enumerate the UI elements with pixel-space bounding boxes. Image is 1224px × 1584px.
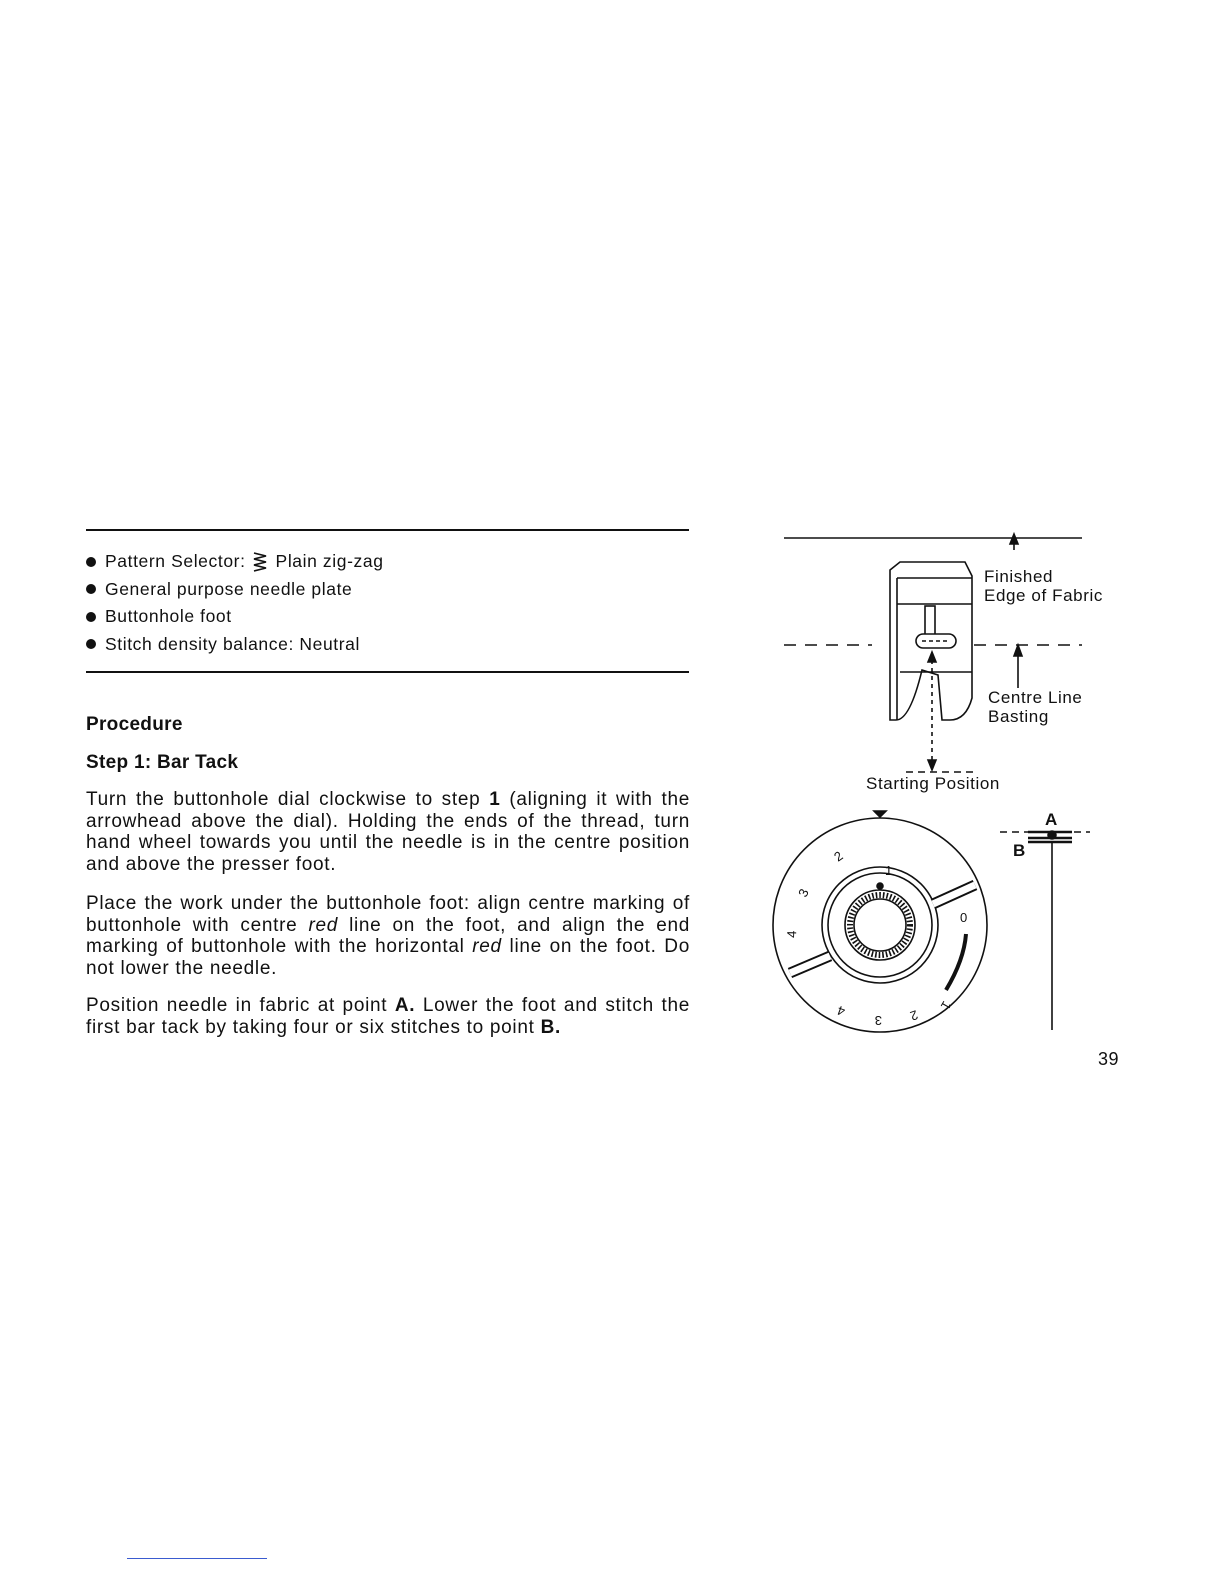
pattern-selector-value: Plain zig-zag xyxy=(275,551,384,572)
centre-line-label: Centre Line Basting xyxy=(988,688,1083,726)
step-paragraph-1: Turn the buttonhole dial clockwise to step 1 (aligning it with the arrowhead above the dial). Holding the ends of the thread, turn hand wheel towards you until the needle is in the centre position and above the presser foot. xyxy=(86,789,690,875)
point-b-label: B xyxy=(1013,841,1026,860)
dial-number-4b: 4 xyxy=(835,1002,848,1020)
dial-number-1: 1 xyxy=(885,863,893,878)
stitch-density-value: Neutral xyxy=(299,633,360,654)
list-item xyxy=(86,576,696,604)
bullet-icon xyxy=(86,557,96,567)
procedure-heading: Procedure xyxy=(86,714,183,735)
foot-label: Buttonhole foot xyxy=(105,606,232,627)
dial-number-1b: 1 xyxy=(937,998,955,1013)
needle-plate-label: General purpose needle plate xyxy=(105,578,353,599)
buttonhole-diagram xyxy=(770,520,1130,1050)
dial-number-4: 4 xyxy=(784,930,800,939)
dial-number-3b: 3 xyxy=(874,1013,882,1028)
bullet-icon xyxy=(86,612,96,622)
starting-position-label: Starting Position xyxy=(866,774,1000,793)
step-paragraph-3: Position needle in fabric at point A. Lower the foot and stitch the first bar tack by taking four or six stitches to point B. xyxy=(86,995,690,1038)
point-a-label: A xyxy=(1045,810,1058,829)
dial-number-3: 3 xyxy=(795,886,812,900)
step-title: Step 1: Bar Tack xyxy=(86,752,239,773)
dial-number-2b: 2 xyxy=(908,1007,921,1024)
dial-number-2: 2 xyxy=(831,848,846,865)
footer-link-line xyxy=(127,1558,267,1559)
page-number: 39 xyxy=(1098,1049,1120,1069)
top-rule xyxy=(86,529,689,531)
bullet-icon xyxy=(86,639,96,649)
stitch-density-label: Stitch density balance: xyxy=(105,633,294,654)
finished-edge-label: Finished Edge of Fabric xyxy=(984,567,1103,605)
list-item xyxy=(86,631,696,659)
list-item xyxy=(86,603,696,631)
bottom-rule xyxy=(86,671,689,673)
zigzag-stitch-icon xyxy=(252,551,268,573)
settings-list xyxy=(86,548,696,658)
dial-number-0: 0 xyxy=(960,910,968,925)
list-item xyxy=(86,548,696,576)
step-paragraph-2: Place the work under the buttonhole foot: align centre marking of buttonhole with centre red line on the foot, and align the end marking of buttonhole with the horizontal red line on the foot. Do not lower the needle. xyxy=(86,893,691,979)
pattern-selector-label: Pattern Selector: xyxy=(105,551,246,572)
bullet-icon xyxy=(86,584,96,594)
